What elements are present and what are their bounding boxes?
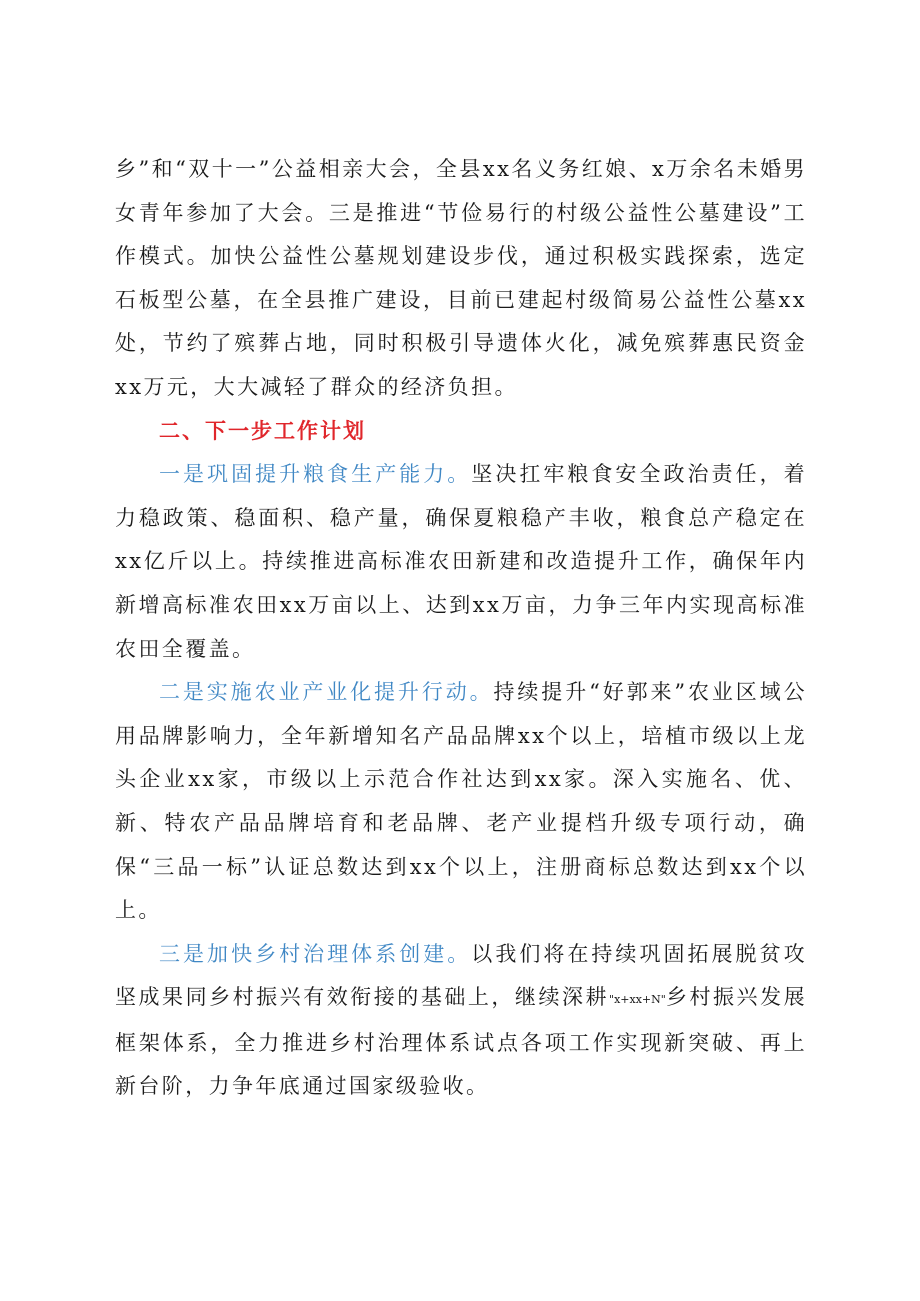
plan-item-2-body: 持续提升“好郭来”农业区域公用品牌影响力，全年新增知名产品品牌xx个以上，培植市级以上龙头企业xx家，市级以上示范合作社达到xx家。深入实施名、优、新、特农产品品牌培育和老品牌、老产业提档升级专项行动，确保“三品一标”认证总数达到xx个以上，注册商标总数达到xx个以上。 xyxy=(115,680,807,923)
document-body xyxy=(115,148,807,1109)
opening-paragraph: 乡”和“双十一”公益相亲大会，全县xx名义务红娘、x万余名未婚男女青年参加了大会。三是推进“节俭易行的村级公益性公墓建设”工作模式。加快公益性公墓规划建设步伐，通过积极实践探索，选定石板型公墓，在全县推广建设，目前已建起村级简易公益性公墓xx处，节约了殡葬占地，同时积极引导遗体火化，减免殡葬惠民资金xx万元，大大减轻了群众的经济负担。 xyxy=(115,157,807,399)
plan-item-1-body: 坚决扛牢粮食安全政治责任，着力稳政策、稳面积、稳产量，确保夏粮稳产丰收，粮食总产稳定在xx亿斤以上。持续推进高标准农田新建和改造提升工作，确保年内新增高标准农田xx万亩以上、达到xx万亩，力争三年内实现高标准农田全覆盖。 xyxy=(115,462,807,661)
plan-item-1 xyxy=(115,453,807,671)
plan-item-3-lead: 三是加快乡村治理体系创建。 xyxy=(159,941,472,966)
plan-item-2-lead: 二是实施农业产业化提升行动。 xyxy=(159,680,494,705)
plan-item-3-framework-code: "x+xx+N" xyxy=(609,993,666,1007)
plan-item-3-body-start: 以我们将在持续巩固拓展脱贫攻坚成果同乡村振兴有效衔接的基础上，继续深耕 xyxy=(115,941,807,1010)
plan-item-2 xyxy=(115,671,807,933)
plan-item-3-body-end: 乡村振兴发展框架体系，全力推进乡村治理体系试点各项工作实现新突破、再上新台阶，力争年底通过国家级验收。 xyxy=(115,985,807,1099)
plan-item-3 xyxy=(115,933,807,1109)
section-heading: 二、下一步工作计划 xyxy=(159,418,366,443)
plan-item-1-lead: 一是巩固提升粮食生产能力。 xyxy=(159,462,472,487)
